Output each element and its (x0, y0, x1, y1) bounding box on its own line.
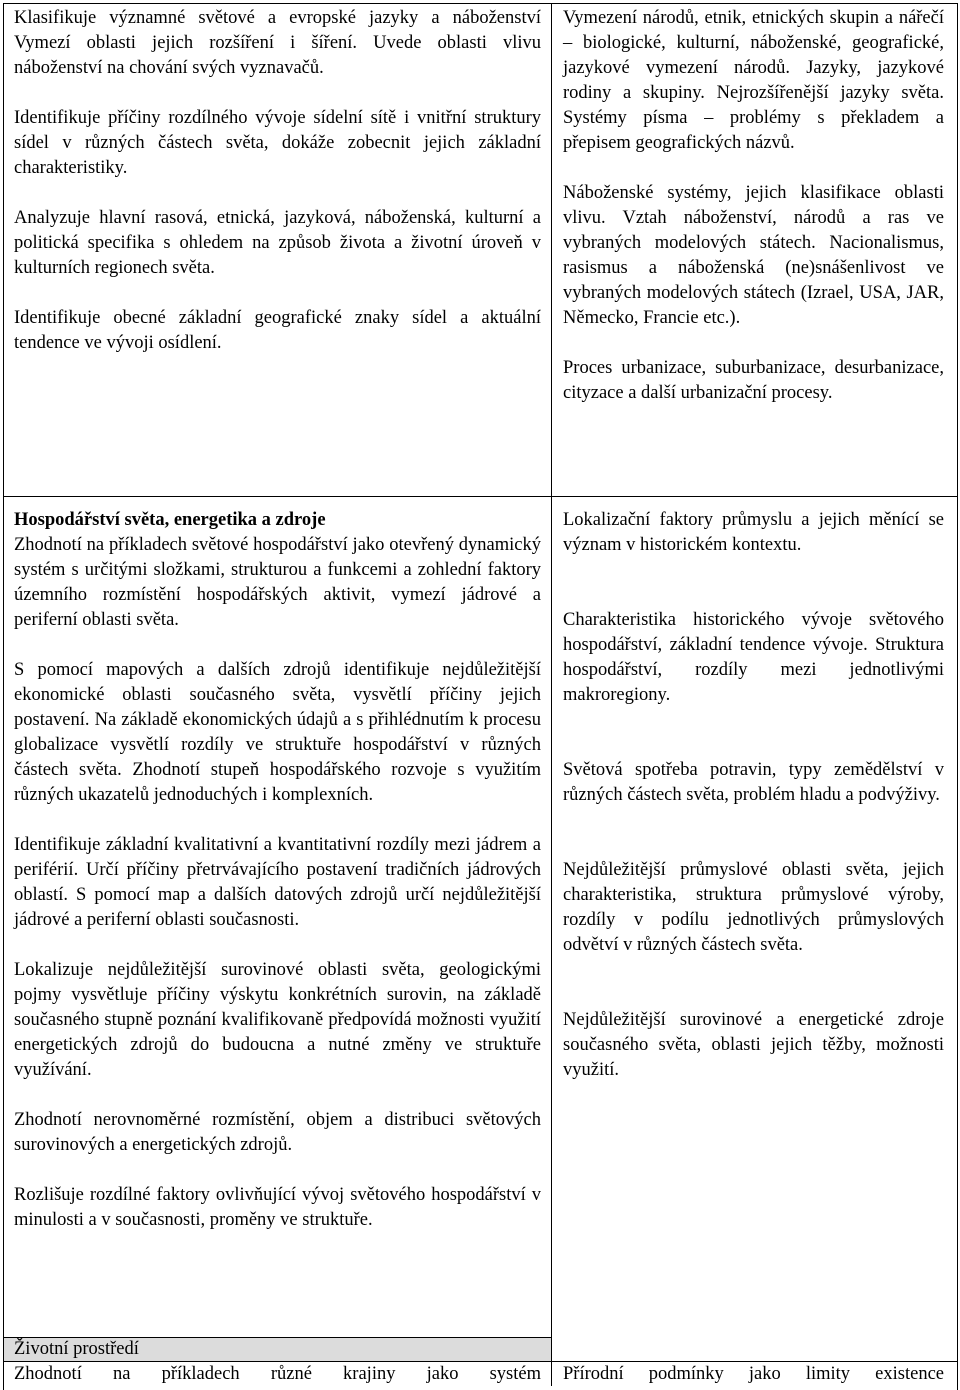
content-paragraph: Světová spotřeba potravin, typy zemědělství v různých částech světa, problém hladu a podvýživy. (563, 760, 944, 805)
outcome-paragraph: Analyzuje hlavní rasová, etnická, jazyková, náboženská, kulturní a politická specifika s ohledem na způsob života a životní úroveň v kulturních regionech světa. (14, 208, 541, 278)
section2-right-cell (563, 508, 944, 1083)
section3-right-cell (563, 1362, 944, 1390)
table-top-border (3, 3, 958, 4)
section3-left-cell (14, 1362, 541, 1390)
content-paragraph: Proces urbanizace, suburbanizace, desurbanizace, cityzace a další urbanizační procesy. (563, 358, 944, 403)
section1-left-cell (14, 6, 541, 356)
content-paragraph: Nejdůležitější surovinové a energetické zdroje současného světa, oblasti jejich těžby, možnosti využití. (563, 1010, 944, 1080)
row-divider-1 (3, 496, 958, 497)
outcome-paragraph: Identifikuje základní kvalitativní a kvantitativní rozdíly mezi jádrem a periférií. Určí příčiny přetrvávajícího postavení tradičních jádrových oblastí. S pomocí map a dalších datových zdrojů určí nejdůležitější jádrové a periferní oblasti současnosti. (14, 835, 541, 930)
section3-heading-cell (14, 1337, 541, 1362)
outcome-paragraph: Klasifikuje významné světové a evropské jazyky a náboženství Vymezí oblasti jejich rozšíření i šíření. Uvede oblasti vlivu náboženství na chování svých vyznavačů. (14, 8, 541, 78)
table-left-border (3, 3, 4, 1390)
outcome-paragraph: Zhodnotí na příkladech světové hospodářství jako otevřený dynamický systém s určitými složkami, strukturou a funkcemi a zohlední faktory územního rozmístění hospodářských aktivit, vymezí jádrové a periferní oblasti světa. (14, 535, 541, 630)
content-paragraph: Lokalizační faktory průmyslu a jejich měnící se význam v historickém kontextu. (563, 510, 944, 555)
section1-right-cell (563, 6, 944, 406)
content-paragraph: Vymezení národů, etnik, etnických skupin a nářečí – biologické, kulturní, náboženské, geografické, jazykové vymezení národů. Jazyky, jazykové rodiny a skupiny. Nejrozšířenější jazyky světa. Systémy písma – problémy s překladem a přepisem geografických názvů. (563, 8, 944, 153)
section-heading: Životní prostředí (14, 1339, 139, 1359)
outcome-paragraph: S pomocí mapových a dalších zdrojů identifikuje nejdůležitější ekonomické oblasti současného světa, vysvětlí příčiny jejich postavení. Na základě ekonomických údajů a s přihlédnutím k procesu globalizace vysvětlí rozdíly ve struktuře hospodářství v různých částech světa. Zhodnotí stupeň hospodářského rozvoje s využitím různých ukazatelů jednoduchých i komplexních. (14, 660, 541, 805)
table-right-border (957, 3, 958, 1390)
section-heading: Hospodářství světa, energetika a zdroje (14, 510, 326, 530)
outcome-paragraph: Identifikuje obecné základní geografické znaky sídel a aktuální tendence ve vývoji osídlení. (14, 308, 541, 353)
content-paragraph: Přírodní podmínky jako limity existence (563, 1364, 944, 1384)
outcome-paragraph: Rozlišuje rozdílné faktory ovlivňující vývoj světového hospodářství v minulosti a v současnosti, proměny ve struktuře. (14, 1185, 541, 1230)
content-paragraph: Náboženské systémy, jejich klasifikace oblasti vlivu. Vztah náboženství, národů a ras ve vybraných modelových státech. Nacionalismus, rasismus a náboženská (ne)snášenlivost ve vybraných modelových státech (Izrael, USA, JAR, Německo, Francie etc.). (563, 183, 944, 328)
outcome-paragraph: Identifikuje příčiny rozdílného vývoje sídelní sítě i vnitřní struktury sídel v různých částech světa, dokáže zobecnit jejich základní charakteristiky. (14, 108, 541, 178)
outcome-paragraph: Lokalizuje nejdůležitější surovinové oblasti světa, geologickými pojmy vysvětluje příčiny výskytu konkrétních surovin, na základě současného stupně poznání kvalifikovaně předpovídá možnosti využití energetických zdrojů do budoucna a nutné změny ve struktuře využívání. (14, 960, 541, 1080)
outcome-paragraph: Zhodnotí na příkladech různé krajiny jako systém (14, 1364, 541, 1384)
content-paragraph: Charakteristika historického vývoje světového hospodářství, základní tendence vývoje. Struktura hospodářství, rozdíly mezi jednotlivými makroregiony. (563, 610, 944, 705)
column-divider (551, 3, 552, 1386)
content-paragraph: Nejdůležitější průmyslové oblasti světa, jejich charakteristika, struktura průmyslové výroby, rozdíly v podílu jednotlivých průmyslových odvětví v různých částech světa. (563, 860, 944, 955)
outcome-paragraph: Zhodnotí nerovnoměrné rozmístění, objem a distribuci světových surovinových a energetických zdrojů. (14, 1110, 541, 1155)
section2-left-cell (14, 508, 541, 1233)
